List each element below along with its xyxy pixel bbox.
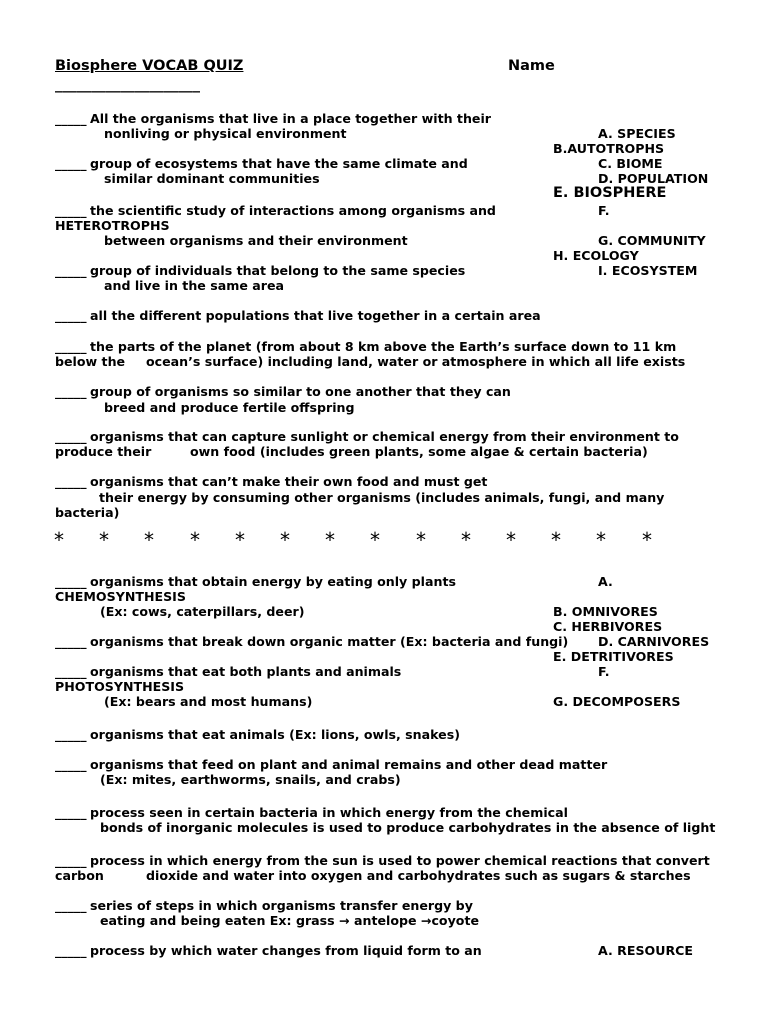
answer-blank: _____ [55, 853, 87, 868]
question-text: and live in the same area [104, 278, 285, 293]
answer-option: D. CARNIVORES [598, 634, 710, 649]
star: * [99, 528, 109, 552]
question-text: organisms that can capture sunlight or chemical energy from their environment to [90, 429, 679, 444]
answer-blank: _____ [55, 727, 87, 742]
star: * [551, 528, 561, 552]
answer-blank: _____ [55, 308, 87, 323]
question-text: organisms that can’t make their own food and must get [90, 474, 488, 489]
question-text: their energy by consuming other organisms (includes animals, fungi, and many [99, 490, 665, 505]
answer-option: C. BIOME [598, 156, 663, 171]
answer-option: E. DETRITIVORES [553, 649, 674, 664]
answer-blank: _____ [55, 757, 87, 772]
answer-option: B. OMNIVORES [553, 604, 658, 619]
answer-blank: _____ [55, 384, 87, 399]
star: * [461, 528, 471, 552]
answer-option: H. ECOLOGY [553, 248, 639, 263]
question-text: organisms that obtain energy by eating only plants [90, 574, 456, 589]
question-text: (Ex: cows, caterpillars, deer) [100, 604, 305, 619]
answer-blank: _____ [55, 574, 87, 589]
answer-blank: _____ [55, 111, 87, 126]
star: * [144, 528, 154, 552]
star: * [325, 528, 335, 552]
star: * [596, 528, 606, 552]
star: * [642, 528, 652, 552]
star: * [235, 528, 245, 552]
page-title: Biosphere VOCAB QUIZ [55, 58, 244, 74]
star: * [506, 528, 516, 552]
question-text: group of organisms so similar to one another that they can [90, 384, 511, 399]
question-text: dioxide and water into oxygen and carbohydrates such as sugars & starches [146, 868, 691, 883]
answer-option: CHEMOSYNTHESIS [55, 589, 186, 604]
answer-option: G. COMMUNITY [598, 233, 706, 248]
answer-option: HETEROTROPHS [55, 218, 170, 233]
question-text: organisms that feed on plant and animal remains and other dead matter [90, 757, 608, 772]
answer-option: A. SPECIES [598, 126, 676, 141]
star: * [190, 528, 200, 552]
answer-option: A. [598, 574, 613, 589]
answer-blank: _____ [55, 474, 87, 489]
answer-blank: _____ [55, 156, 87, 171]
question-text: All the organisms that live in a place together with their [90, 111, 491, 126]
question-text: series of steps in which organisms transfer energy by [90, 898, 473, 913]
answer-option: F. [598, 203, 610, 218]
answer-option: PHOTOSYNTHESIS [55, 679, 185, 694]
question-text: process in which energy from the sun is used to power chemical reactions that convert [90, 853, 710, 868]
question-text: group of individuals that belong to the same species [90, 263, 466, 278]
answer-option: C. HERBIVORES [553, 619, 663, 634]
answer-blank: _____ [55, 943, 87, 958]
question-text: all the different populations that live together in a certain area [90, 308, 541, 323]
answer-option: F. [598, 664, 610, 679]
question-text: similar dominant communities [104, 171, 320, 186]
question-text: organisms that eat both plants and animals [90, 664, 402, 679]
answer-option: B.AUTOTROPHS [553, 141, 665, 156]
question-text: (Ex: bears and most humans) [104, 694, 313, 709]
question-text: (Ex: mites, earthworms, snails, and crabs) [100, 772, 401, 787]
question-text: carbon [55, 868, 104, 883]
question-text: process seen in certain bacteria in which energy from the chemical [90, 805, 568, 820]
name-label: Name [508, 58, 555, 74]
question-text: organisms that eat animals (Ex: lions, owls, snakes) [90, 727, 460, 742]
answer-option: E. BIOSPHERE [553, 185, 667, 201]
answer-blank: _____ [55, 634, 87, 649]
question-text: ocean’s surface) including land, water or atmosphere in which all life exists [146, 354, 686, 369]
answer-option: D. POPULATION [598, 171, 709, 186]
answer-blank: _____ [55, 805, 87, 820]
question-text: process by which water changes from liquid form to an [90, 943, 482, 958]
question-text: bacteria) [55, 505, 120, 520]
answer-blank: _____ [55, 664, 87, 679]
answer-blank: _____ [55, 263, 87, 278]
star: * [54, 528, 64, 552]
question-text: eating and being eaten Ex: grass → antelope →coyote [100, 913, 480, 928]
answer-blank: _____ [55, 898, 87, 913]
question-text: produce their [55, 444, 152, 459]
name-line: ____________________ [55, 77, 200, 93]
question-text: group of ecosystems that have the same climate and [90, 156, 468, 171]
answer-option: A. RESOURCE [598, 943, 693, 958]
star: * [280, 528, 290, 552]
question-text: breed and produce fertile offspring [104, 400, 355, 415]
question-text: below the [55, 354, 126, 369]
answer-blank: _____ [55, 429, 87, 444]
question-text: bonds of inorganic molecules is used to produce carbohydrates in the absence of light [100, 820, 716, 835]
star: * [416, 528, 426, 552]
answer-option: G. DECOMPOSERS [553, 694, 681, 709]
answer-blank: _____ [55, 339, 87, 354]
star: * [370, 528, 380, 552]
answer-blank: _____ [55, 203, 87, 218]
question-text: own food (includes green plants, some algae & certain bacteria) [190, 444, 648, 459]
question-text: between organisms and their environment [104, 233, 408, 248]
answer-option: I. ECOSYSTEM [598, 263, 698, 278]
question-text: the scientific study of interactions among organisms and [90, 203, 496, 218]
question-text: the parts of the planet (from about 8 km above the Earth’s surface down to 11 km [90, 339, 677, 354]
question-text: organisms that break down organic matter (Ex: bacteria and fungi) [90, 634, 569, 649]
question-text: nonliving or physical environment [104, 126, 347, 141]
